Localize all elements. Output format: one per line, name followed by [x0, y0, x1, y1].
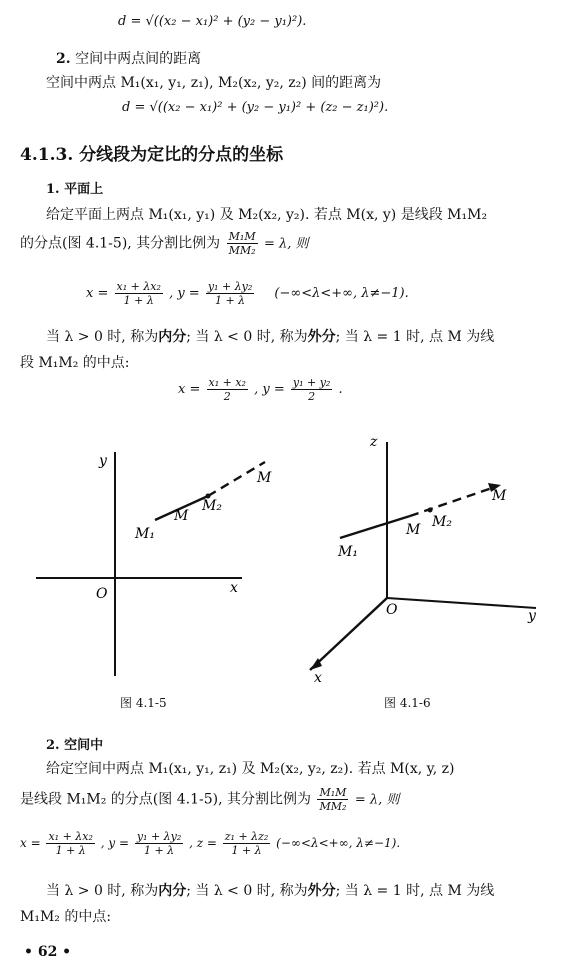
page-number: • 62 •	[24, 944, 72, 960]
fig5-label-x: x	[230, 580, 238, 596]
space-distance-intro: 空间中两点 M₁(x₁, y₁, z₁), M₂(x₂, y₂, z₂) 间的距离为	[46, 75, 382, 91]
plane-x-fraction: $\frac{\text{x₁ + λx₂}}{1 + \lambda}$	[116, 280, 161, 307]
plane-paragraph-line2	[20, 230, 309, 257]
fig5-label-m2: M₂	[202, 498, 222, 514]
fig6-y-axis	[387, 598, 536, 608]
inner-division-term: 内分	[158, 329, 187, 345]
figure-4-1-6-caption: 图 4.1-6	[384, 696, 431, 710]
space-z-fraction: $\frac{\text{z₁ + λz₂}}{1 + \lambda}$	[224, 830, 269, 857]
space-x-fraction: $\frac{\text{x₁ + λx₂}}{1 + \lambda}$	[48, 830, 93, 857]
space-y-fraction: $\frac{\text{y₁ + λy₂}}{1 + \lambda}$	[136, 830, 182, 857]
fig6-label-m2: M₂	[432, 514, 452, 530]
fig6-label-o: O	[386, 602, 398, 618]
fig6-label-m: M	[406, 522, 421, 538]
fig6-label-mext: M	[492, 488, 507, 504]
fig6-label-z: z	[370, 434, 378, 450]
subsection-2-number: 2.	[56, 51, 71, 67]
space-division-formula: x = $\frac{\text{x₁ + λx₂}}{1 + \lambda}$ , y = $\frac{\text{y₁ + λy₂}}{1 + \lambda}$ , z = $\frac{\text{z₁ + λz₂}}{1 + \lambda}$ (−∞<λ<+∞, λ≠−1).	[20, 830, 401, 857]
mid-x-fraction: $\frac{\text{x₁ + x₂}}{2}$	[208, 376, 246, 403]
fig5-label-o: O	[96, 586, 108, 602]
fig6-label-x: x	[314, 670, 322, 686]
subsection-2-title: 空间中两点间的距离	[75, 51, 202, 67]
fig5-label-y: y	[99, 453, 107, 469]
plane-ratio-fraction: $\frac{\text{M₁M}}{\text{MM₂}}$	[228, 230, 256, 257]
subsection-space: 2. 空间中	[46, 738, 104, 753]
fig5-label-m1: M₁	[135, 526, 155, 542]
plane-paragraph-line1: 给定平面上两点 M₁(x₁, y₁) 及 M₂(x₂, y₂). 若点 M(x, y) 是线段 M₁M₂	[46, 207, 488, 223]
mid-y-fraction: $\frac{\text{y₁ + y₂}}{2}$	[292, 376, 331, 403]
figure-4-1-5	[20, 440, 272, 690]
plane-condition: (−∞<λ<+∞, λ≠−1).	[274, 286, 409, 301]
fig6-point-m2	[428, 508, 433, 513]
subsection-2-label	[56, 48, 201, 68]
space-paragraph-line1: 给定空间中两点 M₁(x₁, y₁, z₁) 及 M₂(x₂, y₂, z₂). 若点 M(x, y, z)	[46, 761, 455, 777]
plane-division-types-line2: 段 M₁M₂ 的中点:	[20, 355, 130, 371]
space-ratio-fraction: $\frac{\text{M₁M}}{\text{MM₂}}$	[319, 786, 347, 813]
fig5-label-mext: M	[257, 470, 272, 486]
space-condition: (−∞<λ<+∞, λ≠−1).	[276, 836, 401, 850]
plane-division-types-line1: 当 λ > 0 时, 称为内分; 当 λ < 0 时, 称为外分; 当 λ = 1 时, 点 M 为线	[46, 329, 495, 345]
space-distance-formula: d = √((x₂ − x₁)² + (y₂ − y₁)² + (z₂ − z₁)²).	[122, 100, 389, 115]
plane-distance-formula: d = √((x₂ − x₁)² + (y₂ − y₁)²).	[118, 14, 307, 29]
fig6-label-y: y	[528, 608, 536, 624]
figure-4-1-6	[296, 430, 556, 690]
subsection-plane: 1. 平面上	[46, 182, 104, 197]
fig6-segment-dashed	[410, 488, 492, 516]
outer-division-term: 外分	[307, 329, 336, 345]
plane-midpoint-formula: x = $\frac{\text{x₁ + x₂}}{2}$ , y = $\frac{\text{y₁ + y₂}}{2}$ .	[178, 376, 343, 403]
space-paragraph-line2: 是线段 M₁M₂ 的分点(图 4.1-5), 其分割比例为 $\frac{\text{M₁M}}{\text{MM₂}}$ = λ, 则	[20, 786, 400, 813]
fig5-label-m: M	[174, 508, 189, 524]
space-division-types-line2: M₁M₂ 的中点:	[20, 909, 112, 925]
plane-y-fraction: $\frac{\text{y₁ + λy₂}}{1 + \lambda}$	[207, 280, 253, 307]
plane-division-formula: x = $\frac{\text{x₁ + λx₂}}{1 + \lambda}$ , y = $\frac{\text{y₁ + λy₂}}{1 + \lambda}$ (−∞<λ<+∞, λ≠−1).	[86, 280, 409, 307]
figure-4-1-5-caption: 图 4.1-5	[120, 696, 167, 710]
section-title: 4.1.3. 分线段为定比的分点的坐标	[20, 145, 284, 165]
plane-ratio-text: 的分点(图 4.1-5), 其分割比例为	[20, 235, 221, 252]
fig6-label-m1: M₁	[338, 544, 358, 560]
fig6-x-axis	[310, 598, 387, 670]
plane-ratio-equals: = λ, 则	[264, 236, 309, 252]
fig6-segment-m1m	[340, 516, 410, 538]
space-division-types-line1: 当 λ > 0 时, 称为内分; 当 λ < 0 时, 称为外分; 当 λ = 1 时, 点 M 为线	[46, 883, 495, 899]
